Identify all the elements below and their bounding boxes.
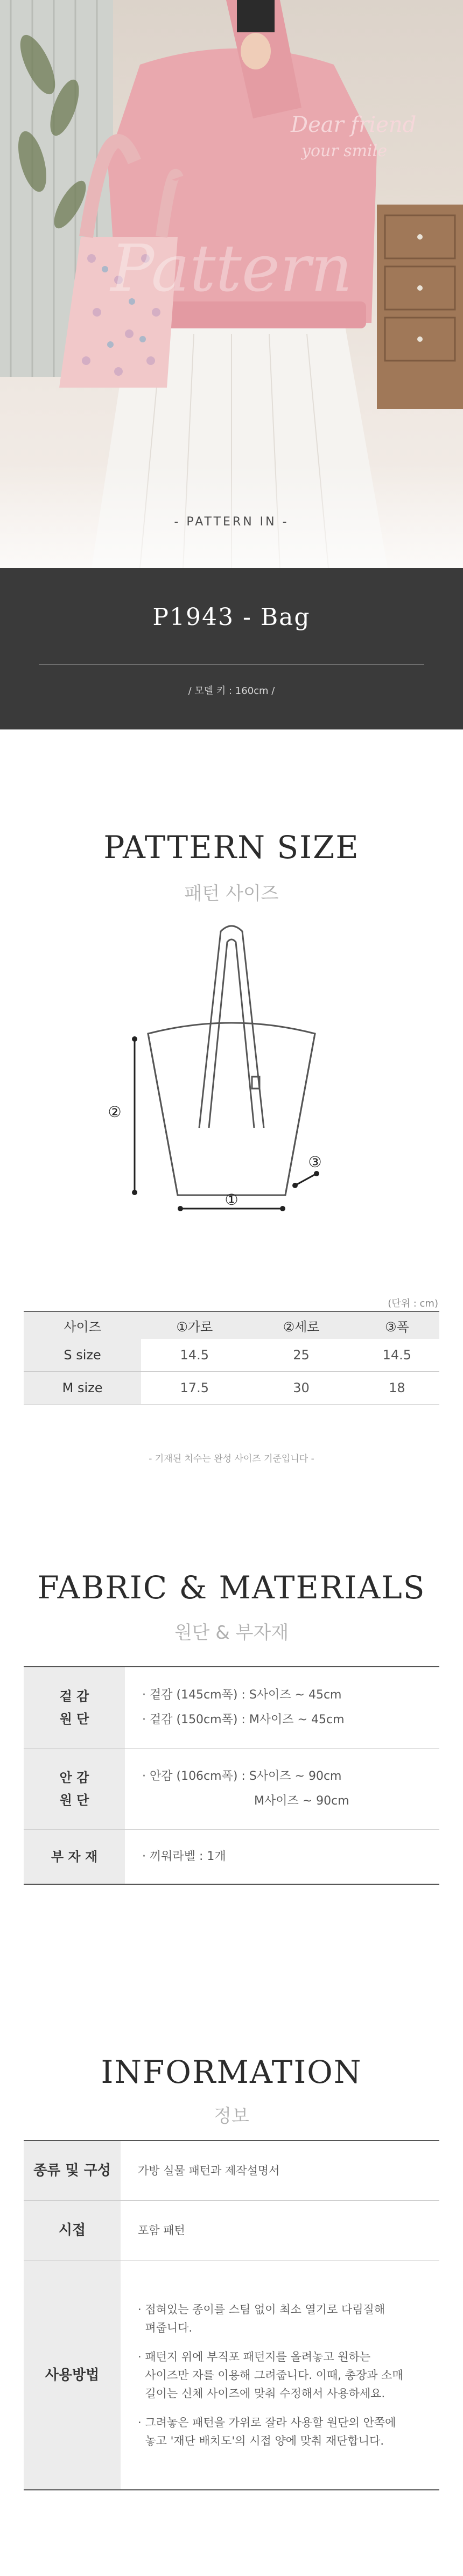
table-row bbox=[24, 1830, 439, 1884]
cell: 14.5 bbox=[355, 1339, 439, 1372]
marker-3: ③ bbox=[308, 1153, 322, 1171]
watermark: Pattern bbox=[110, 231, 353, 306]
marker-1: ① bbox=[225, 1191, 238, 1209]
unit-label: (단위 : cm) bbox=[388, 1298, 438, 1309]
table-row bbox=[24, 1372, 439, 1405]
cell: 25 bbox=[248, 1339, 354, 1372]
section-subtitle: 정보 bbox=[214, 2105, 249, 2127]
divider bbox=[39, 664, 424, 665]
table-row bbox=[24, 2261, 439, 2489]
usage-step: · 그려놓은 패턴을 가위로 잘라 사용할 원단의 안쪽에 놓고 '재단 배치도'의 시접 양에 맞춰 재단합니다. bbox=[138, 2416, 396, 2447]
pattern-size-section bbox=[0, 729, 463, 1505]
section-subtitle: 패턴 사이즈 bbox=[184, 883, 279, 904]
materials-table bbox=[24, 1666, 439, 1885]
product-code: P1943 - Bag bbox=[152, 603, 311, 631]
hero-photo bbox=[0, 0, 463, 568]
table-row bbox=[24, 1749, 439, 1830]
line: · 겉감 (145cm폭) : S사이즈 ~ 45cm bbox=[142, 1688, 342, 1702]
row-label: S size bbox=[24, 1339, 141, 1372]
section-title: PATTERN SIZE bbox=[103, 829, 360, 866]
row-label: 안 감 원 단 bbox=[24, 1749, 125, 1829]
row-text: 가방 실물 패턴과 제작설명서 bbox=[138, 2164, 280, 2177]
row-label: 시접 bbox=[24, 2201, 121, 2260]
row-label: 부 자 재 bbox=[24, 1830, 125, 1884]
row-text: 포함 패턴 bbox=[138, 2224, 185, 2237]
cell: 30 bbox=[248, 1372, 354, 1405]
size-note: - 기재된 치수는 완성 사이즈 기준입니다 - bbox=[149, 1454, 314, 1464]
marker-2: ② bbox=[108, 1103, 122, 1121]
section-title: FABRIC & MATERIALS bbox=[37, 1569, 426, 1606]
bag-diagram bbox=[0, 915, 463, 1217]
cell: 18 bbox=[355, 1372, 439, 1405]
line: M사이즈 ~ 90cm bbox=[254, 1794, 349, 1808]
product-band bbox=[0, 568, 463, 729]
table-row bbox=[24, 1339, 439, 1372]
cell: 14.5 bbox=[141, 1339, 248, 1372]
row-label: 겉 감 원 단 bbox=[24, 1667, 125, 1748]
section-title: INFORMATION bbox=[101, 2054, 362, 2090]
svg-text:Dear friend: Dear friend bbox=[291, 113, 417, 137]
table-row bbox=[24, 1667, 439, 1749]
table-row bbox=[24, 2201, 439, 2261]
information-section bbox=[0, 1978, 463, 2576]
line: · 겉감 (150cm폭) : M사이즈 ~ 45cm bbox=[142, 1713, 345, 1726]
line: · 끼워라벨 : 1개 bbox=[142, 1850, 226, 1863]
phone bbox=[237, 0, 275, 32]
size-table bbox=[24, 1311, 439, 1405]
header-width: ①가로 bbox=[141, 1311, 248, 1339]
hand bbox=[241, 33, 271, 69]
cell: 17.5 bbox=[141, 1372, 248, 1405]
header-height: ②세로 bbox=[248, 1311, 354, 1339]
section-subtitle: 원단 & 부자재 bbox=[174, 1622, 289, 1644]
pattern-in-label: - PATTERN IN - bbox=[174, 515, 289, 529]
model-illustration bbox=[0, 0, 463, 568]
row-label: 종류 및 구성 bbox=[24, 2141, 121, 2200]
materials-section bbox=[0, 1505, 463, 1978]
row-label: 사용방법 bbox=[24, 2261, 121, 2489]
line: · 안감 (106cm폭) : S사이즈 ~ 90cm bbox=[142, 1770, 342, 1783]
model-height: / 모델 키 : 160cm / bbox=[188, 685, 275, 697]
header-depth: ③폭 bbox=[355, 1311, 439, 1339]
information-table bbox=[24, 2140, 439, 2490]
usage-step: · 접혀있는 종이를 스팀 없이 최소 열기로 다림질해 펴줍니다. bbox=[138, 2303, 385, 2334]
svg-text:your smile: your smile bbox=[301, 142, 387, 160]
table-row bbox=[24, 2141, 439, 2201]
header-size: 사이즈 bbox=[24, 1311, 141, 1339]
row-label: M size bbox=[24, 1372, 141, 1405]
usage-step: · 패턴지 위에 부직포 패턴지를 올려놓고 원하는 사이즈만 자를 이용해 그려줍니다. 이때, 총장과 소매 길이는 신체 사이즈에 맞춰 수정해서 사용하세요. bbox=[138, 2350, 403, 2400]
table-header-row bbox=[24, 1311, 439, 1339]
